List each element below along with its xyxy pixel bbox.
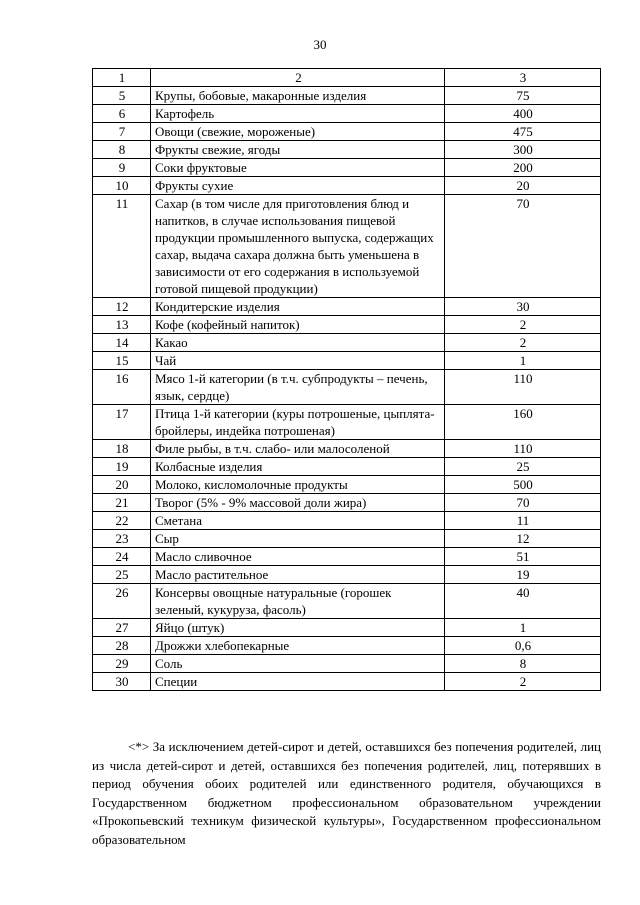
norm-value-cell: 2 xyxy=(445,673,601,691)
norm-value-cell: 2 xyxy=(445,334,601,352)
norm-value-cell: 70 xyxy=(445,494,601,512)
norm-value-cell: 30 xyxy=(445,298,601,316)
product-name-cell: Филе рыбы, в т.ч. слабо- или малосоленой xyxy=(151,440,445,458)
row-number-cell: 26 xyxy=(93,584,151,619)
table-row xyxy=(93,512,601,530)
row-number-cell: 24 xyxy=(93,548,151,566)
table-header-row xyxy=(93,69,601,87)
row-number-cell: 25 xyxy=(93,566,151,584)
row-number-cell: 23 xyxy=(93,530,151,548)
product-name-cell: Фрукты свежие, ягоды xyxy=(151,141,445,159)
table-row xyxy=(93,494,601,512)
product-name-cell: Мясо 1-й категории (в т.ч. субпродукты – печень, язык, сердце) xyxy=(151,370,445,405)
norm-value-cell: 25 xyxy=(445,458,601,476)
column-header-1: 1 xyxy=(93,69,151,87)
row-number-cell: 13 xyxy=(93,316,151,334)
product-name-cell: Сыр xyxy=(151,530,445,548)
product-name-cell: Яйцо (штук) xyxy=(151,619,445,637)
product-name-cell: Масло сливочное xyxy=(151,548,445,566)
product-name-cell: Консервы овощные натуральные (горошек зеленый, кукуруза, фасоль) xyxy=(151,584,445,619)
table-row xyxy=(93,405,601,440)
row-number-cell: 18 xyxy=(93,440,151,458)
norm-value-cell: 20 xyxy=(445,177,601,195)
product-name-cell: Птица 1-й категории (куры потрошеные, цыплята-бройлеры, индейка потрошеная) xyxy=(151,405,445,440)
product-name-cell: Масло растительное xyxy=(151,566,445,584)
product-name-cell: Молоко, кисломолочные продукты xyxy=(151,476,445,494)
norm-value-cell: 2 xyxy=(445,316,601,334)
row-number-cell: 14 xyxy=(93,334,151,352)
food-norms-table xyxy=(92,68,601,691)
footnote-text: <*> За исключением детей-сирот и детей, оставшихся без попечения родителей, лиц из числа детей-сирот и детей, оставшихся без попечения родителей, лиц, потерявших в период обучения обоих родителей или единственного родителя, обучающихся в Государственном бюджетном профессиональном образовательном учреждении «Прокопьевский техникум физической культуры», Государственном профессиональном образовательном xyxy=(92,739,601,847)
product-name-cell: Сметана xyxy=(151,512,445,530)
row-number-cell: 15 xyxy=(93,352,151,370)
row-number-cell: 6 xyxy=(93,105,151,123)
norm-value-cell: 1 xyxy=(445,619,601,637)
table-row xyxy=(93,352,601,370)
table-row xyxy=(93,476,601,494)
table-row xyxy=(93,159,601,177)
row-number-cell: 29 xyxy=(93,655,151,673)
norm-value-cell: 160 xyxy=(445,405,601,440)
product-name-cell: Соль xyxy=(151,655,445,673)
table-row xyxy=(93,370,601,405)
row-number-cell: 27 xyxy=(93,619,151,637)
norm-value-cell: 8 xyxy=(445,655,601,673)
norm-value-cell: 70 xyxy=(445,195,601,298)
table-row xyxy=(93,298,601,316)
row-number-cell: 9 xyxy=(93,159,151,177)
row-number-cell: 10 xyxy=(93,177,151,195)
product-name-cell: Крупы, бобовые, макаронные изделия xyxy=(151,87,445,105)
row-number-cell: 30 xyxy=(93,673,151,691)
product-name-cell: Колбасные изделия xyxy=(151,458,445,476)
table-row xyxy=(93,673,601,691)
table-row xyxy=(93,637,601,655)
row-number-cell: 21 xyxy=(93,494,151,512)
norm-value-cell: 75 xyxy=(445,87,601,105)
norm-value-cell: 12 xyxy=(445,530,601,548)
norm-value-cell: 40 xyxy=(445,584,601,619)
row-number-cell: 22 xyxy=(93,512,151,530)
table-row xyxy=(93,548,601,566)
table-row xyxy=(93,123,601,141)
column-header-3: 3 xyxy=(445,69,601,87)
page-number: 30 xyxy=(313,37,327,52)
norm-value-cell: 51 xyxy=(445,548,601,566)
row-number-cell: 17 xyxy=(93,405,151,440)
table-row xyxy=(93,566,601,584)
table-row xyxy=(93,655,601,673)
product-name-cell: Фрукты сухие xyxy=(151,177,445,195)
table-row xyxy=(93,530,601,548)
table-row xyxy=(93,105,601,123)
norm-value-cell: 475 xyxy=(445,123,601,141)
row-number-cell: 20 xyxy=(93,476,151,494)
table-row xyxy=(93,177,601,195)
table-row xyxy=(93,316,601,334)
norm-value-cell: 110 xyxy=(445,370,601,405)
product-name-cell: Кофе (кофейный напиток) xyxy=(151,316,445,334)
table-row xyxy=(93,440,601,458)
row-number-cell: 11 xyxy=(93,195,151,298)
product-name-cell: Творог (5% - 9% массовой доли жира) xyxy=(151,494,445,512)
product-name-cell: Дрожжи хлебопекарные xyxy=(151,637,445,655)
table-row xyxy=(93,141,601,159)
norm-value-cell: 19 xyxy=(445,566,601,584)
table-row xyxy=(93,334,601,352)
product-name-cell: Картофель xyxy=(151,105,445,123)
table-row xyxy=(93,195,601,298)
table-row xyxy=(93,584,601,619)
product-name-cell: Специи xyxy=(151,673,445,691)
row-number-cell: 28 xyxy=(93,637,151,655)
row-number-cell: 7 xyxy=(93,123,151,141)
table-row xyxy=(93,619,601,637)
norm-value-cell: 110 xyxy=(445,440,601,458)
product-name-cell: Соки фруктовые xyxy=(151,159,445,177)
row-number-cell: 19 xyxy=(93,458,151,476)
norm-value-cell: 0,6 xyxy=(445,637,601,655)
row-number-cell: 5 xyxy=(93,87,151,105)
product-name-cell: Какао xyxy=(151,334,445,352)
product-name-cell: Сахар (в том числе для приготовления блюд и напитков, в случае использования пищевой продукции промышленного выпуска, содержащих сахар, выдача сахара должна быть уменьшена в зависимости от его содержания в используемой готовой пищевой продукции) xyxy=(151,195,445,298)
column-header-2: 2 xyxy=(151,69,445,87)
product-name-cell: Овощи (свежие, мороженые) xyxy=(151,123,445,141)
norm-value-cell: 1 xyxy=(445,352,601,370)
norm-value-cell: 11 xyxy=(445,512,601,530)
product-name-cell: Кондитерские изделия xyxy=(151,298,445,316)
row-number-cell: 8 xyxy=(93,141,151,159)
row-number-cell: 16 xyxy=(93,370,151,405)
norm-value-cell: 300 xyxy=(445,141,601,159)
table-row xyxy=(93,87,601,105)
norm-value-cell: 400 xyxy=(445,105,601,123)
row-number-cell: 12 xyxy=(93,298,151,316)
norm-value-cell: 200 xyxy=(445,159,601,177)
product-name-cell: Чай xyxy=(151,352,445,370)
table-row xyxy=(93,458,601,476)
norm-value-cell: 500 xyxy=(445,476,601,494)
